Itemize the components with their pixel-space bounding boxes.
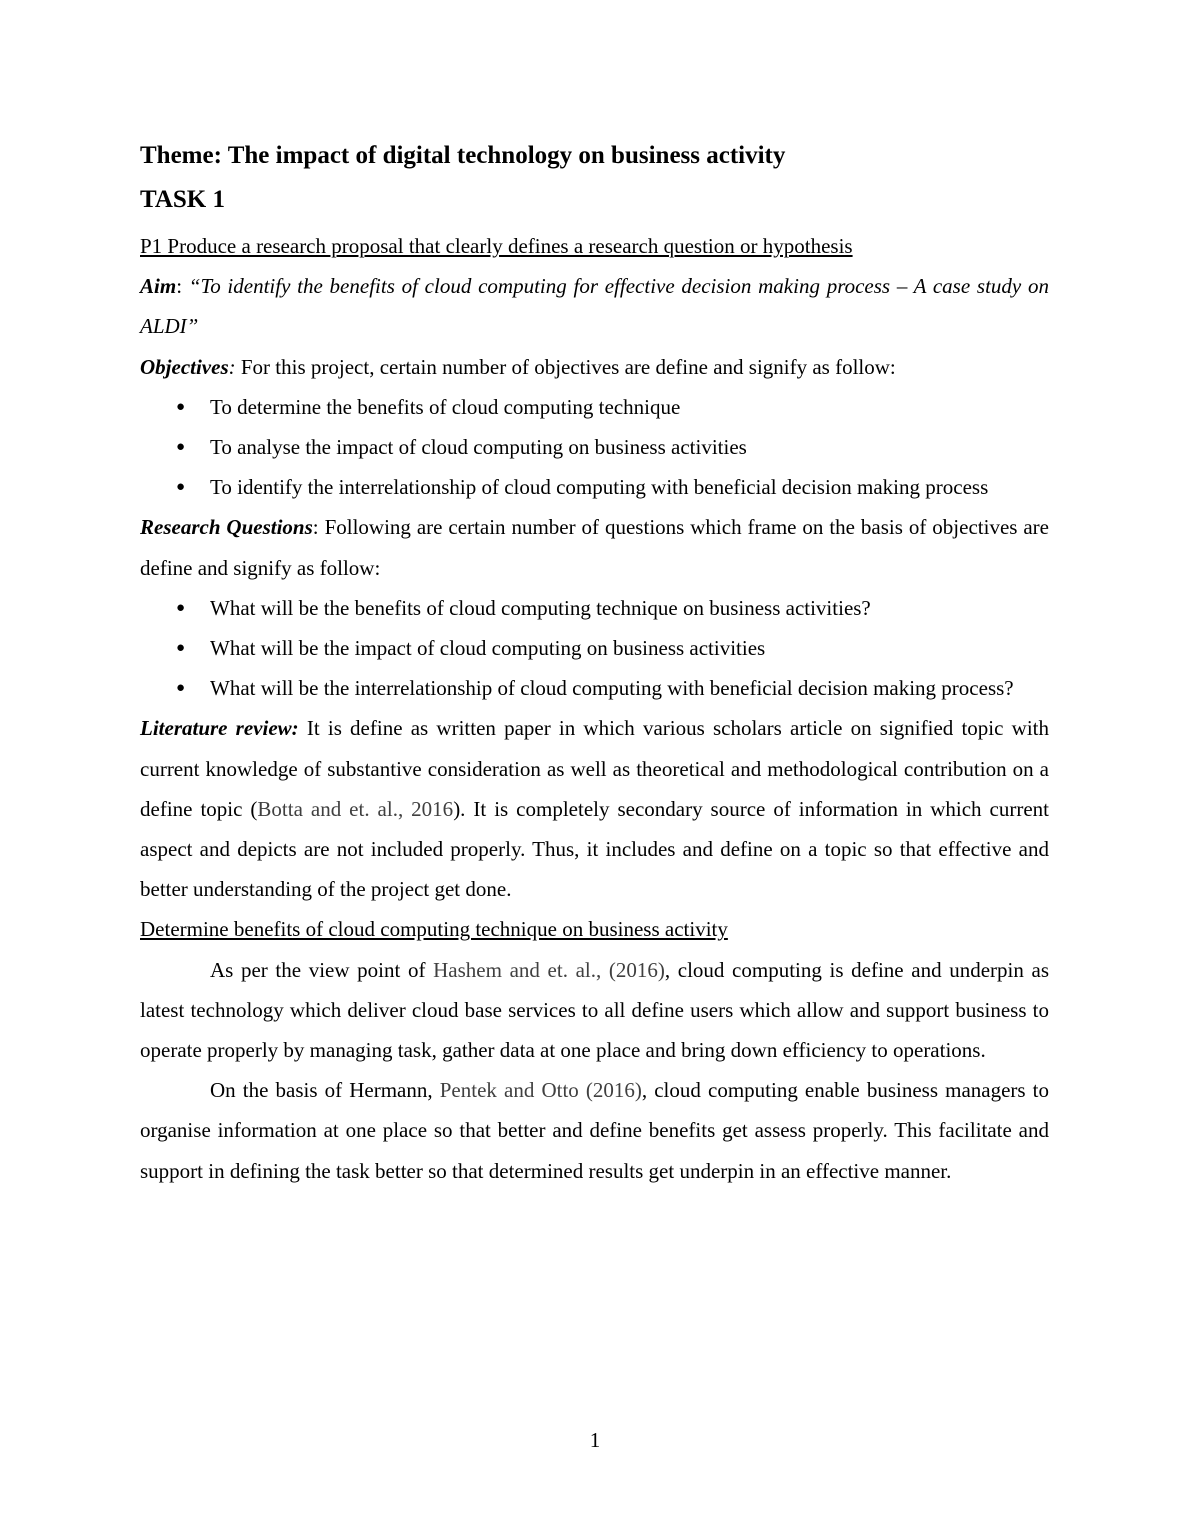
list-item-text: To determine the benefits of cloud computing technique bbox=[210, 394, 681, 419]
list-item-text: What will be the interrelationship of cloud computing with beneficial decision making process? bbox=[210, 676, 1014, 701]
objectives-paragraph bbox=[140, 347, 1049, 387]
objectives-intro: For this project, certain number of objectives are define and signify as follow: bbox=[235, 354, 896, 379]
literature-review-text-a: It is define as written paper in which various scholars article on signified topic with current knowledge of substantive consideration as well as theoretical and methodological contribution on a define topic ( bbox=[140, 716, 1049, 821]
research-questions-paragraph bbox=[140, 507, 1049, 587]
aim-paragraph bbox=[140, 266, 1049, 346]
research-questions-label: Research Questions bbox=[140, 515, 313, 540]
task-heading: TASK 1 bbox=[140, 186, 225, 213]
aim-text: “To identify the benefits of cloud computing for effective decision making process – A case study on ALDI” bbox=[140, 274, 1049, 339]
citation: Pentek and Otto (2016) bbox=[439, 1078, 642, 1103]
body-paragraph-2 bbox=[140, 1070, 1049, 1191]
para1-pre: As per the view point of bbox=[210, 957, 434, 982]
list-item-text: What will be the impact of cloud computing on business activities bbox=[210, 636, 766, 661]
section-heading: Determine benefits of cloud computing technique on business activity bbox=[140, 917, 728, 942]
research-questions-list bbox=[140, 588, 1049, 709]
page-number: 1 bbox=[589, 1428, 601, 1452]
list-item bbox=[140, 628, 1049, 668]
research-questions-intro: : Following are certain number of questions which frame on the basis of objectives are define and signify as follow: bbox=[140, 515, 1050, 580]
para2-post: , cloud computing enable business managers to organise information at one place so that better and define benefits get assess properly. This facilitate and support in defining the task better so that determined results get underpin in an effective manner. bbox=[140, 1078, 1050, 1183]
literature-review-label: Literature review: bbox=[140, 716, 299, 741]
aim-label: Aim bbox=[140, 274, 177, 299]
bullet-icon: ● bbox=[176, 439, 186, 456]
list-item bbox=[140, 427, 1049, 467]
list-item bbox=[140, 668, 1049, 708]
list-item bbox=[140, 467, 1049, 507]
citation: Botta and et. al., 2016 bbox=[257, 796, 454, 821]
list-item bbox=[140, 387, 1049, 427]
list-item-text: What will be the benefits of cloud computing technique on business activities? bbox=[210, 595, 871, 620]
bullet-icon: ● bbox=[176, 680, 186, 697]
objectives-sep: : bbox=[228, 354, 236, 379]
objectives-label: Objectives bbox=[140, 354, 229, 379]
list-item-text: To identify the interrelationship of cloud computing with beneficial decision making process bbox=[210, 475, 989, 500]
literature-review-text-b: ). It is completely secondary source of information in which current aspect and depicts are not included properly. Thus, it includes and define on a topic so that effective and better understanding of the project get done. bbox=[140, 796, 1049, 902]
para2-pre: On the basis of Hermann, bbox=[210, 1078, 440, 1103]
aim-sep: : bbox=[176, 274, 189, 299]
literature-review-paragraph bbox=[140, 708, 1049, 909]
bullet-icon: ● bbox=[176, 398, 186, 415]
bullet-icon: ● bbox=[176, 599, 186, 616]
list-item bbox=[140, 588, 1049, 628]
p1-heading: P1 Produce a research proposal that clearly defines a research question or hypothesis bbox=[140, 234, 853, 258]
bullet-icon: ● bbox=[176, 479, 186, 496]
document-title: Theme: The impact of digital technology on business activity bbox=[140, 142, 786, 169]
citation: Hashem and et. al., (2016) bbox=[433, 957, 665, 982]
objectives-list bbox=[140, 387, 1049, 508]
body-paragraph-1 bbox=[140, 950, 1049, 1071]
list-item-text: To analyse the impact of cloud computing on business activities bbox=[210, 435, 747, 460]
document-page bbox=[140, 136, 1049, 1191]
para1-post: , cloud computing is define and underpin as latest technology which deliver cloud base services to all define users which allow and support business to operate properly by managing task, gather data at one place and bring down efficiency to operations. bbox=[140, 957, 1049, 1063]
bullet-icon: ● bbox=[176, 640, 186, 657]
